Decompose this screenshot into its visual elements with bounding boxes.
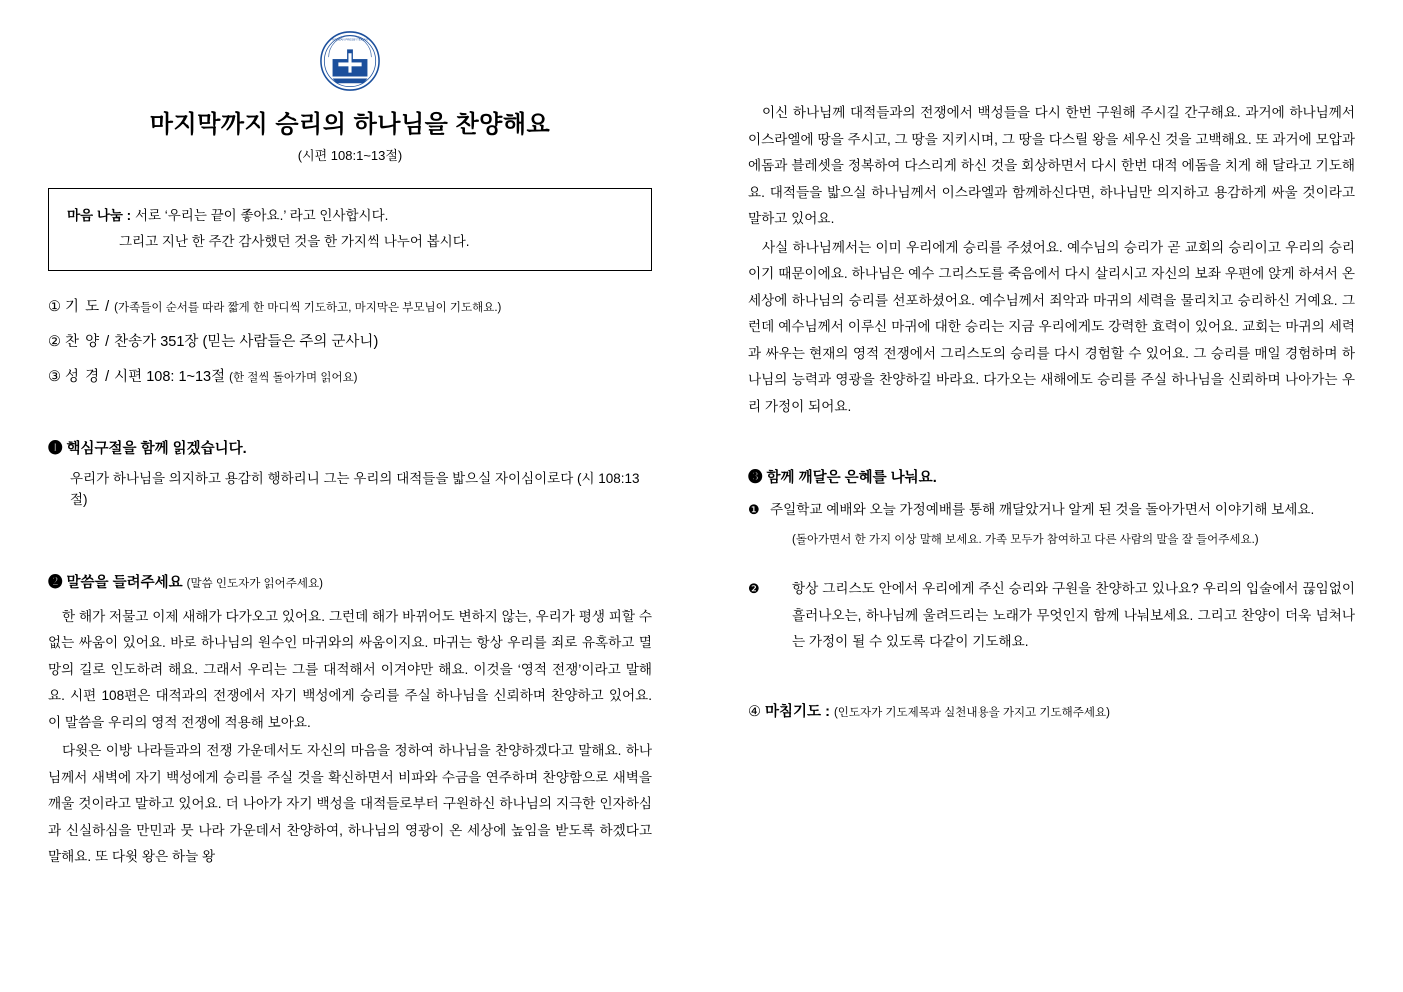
key-verse-text: 우리가 하나님을 의지하고 용감히 행하리니 그는 우리의 대적들을 밟으실 자이심이로다 (시 108:13절) (70, 470, 640, 508)
message-paragraph: 한 해가 저물고 이제 새해가 다가오고 있어요. 그런데 해가 바뀌어도 변하지 않는, 우리가 평생 피할 수 없는 싸움이 있어요. 바로 하나님의 원수인 마귀와의 싸움이지요. 마귀는 항상 우리를 죄로 유혹하고 멸망의 길로 인도하려 해요. 그래서 우리는 그를 대적해서 이겨야만 해요. 이것을 ‘영적 전쟁’이라고 말해요. 시편 108편은 대적과의 전쟁에서 자기 백성에게 승리를 주실 하나님을 신뢰하며 찬양하고 있어요. 이 말씀을 우리의 영적 전쟁에 적용해 보아요. (48, 608, 652, 730)
program-number-2: ② (48, 334, 61, 351)
message-paragraph: 다윗은 이방 나라들과의 전쟁 가운데서도 자신의 마음을 정하여 하나님을 찬양하겠다고 말해요. 하나님께서 새벽에 자기 백성에게 승리를 주실 것을 확신하면서 비파와 수금을 연주하며 찬양함으로 새벽을 깨울 것이라고 말하고 있어요. 더 나아가 자기 백성을 대적들로부터 구원하신 하나님의 지극한 인자하심과 신실하심을 만민과 뭇 나라 가운데서 찬양하여, 하나님의 영광이 온 세상에 높임을 받도록 하겠다고 말해요. 또 다윗 왕은 하늘 왕 (48, 743, 652, 865)
program-number-1: ① (48, 299, 61, 316)
program-text-2: 찬송가 351장 (믿는 사람들은 주의 군사니) (114, 334, 379, 351)
right-column (700, 0, 1403, 992)
section-message-head (48, 571, 652, 592)
message-body-right (748, 100, 1355, 420)
share-text-2: 항상 그리스도 안에서 우리에게 주신 승리와 구원을 찬양하고 있나요? 우리의 입술에서 끊임없이 흘러나오는, 하나님께 울려드리는 노래가 무엇인지 함께 나눠보세요. 그리고 찬양이 더욱 넘쳐나는 가정이 될 수 있도록 다같이 기도해요. (792, 581, 1355, 650)
message-paragraph: 사실 하나님께서는 이미 우리에게 승리를 주셨어요. 예수님의 승리가 곧 교회의 승리이고 우리의 승리이기 때문이에요. 하나님은 예수 그리스도를 죽음에서 다시 살리시고 자신의 보좌 우편에 앉게 하셔서 온 세상에 하나님의 승리를 선포하셨어요. 예수님께서 죄악과 마귀의 세력을 물리치고 승리하신 거예요. 그런데 예수님께서 이루신 마귀에 대한 승리는 지금 우리에게도 강력한 효력이 있어요. 교회는 마귀의 세력과 싸우는 현재의 영적 전쟁에서 그리스도의 승리를 다시 경험할 수 있어요. 그 승리를 매일 경험하며 하나님의 능력과 영광을 찬양하길 바라요. 다가오는 새해에도 승리를 주실 하나님을 신뢰하며 나아가는 우리 가정이 되어요. (748, 239, 1355, 414)
program-text-3: 시편 108: 1~13절 (114, 368, 226, 385)
program-note-1: (가족들이 순서를 따라 짧게 한 마디씩 기도하고, 마지막은 부모님이 기도해요.) (114, 302, 502, 315)
message-body-left (48, 604, 652, 871)
share-marker-1: ❶ (748, 502, 760, 517)
greeting-box (48, 188, 652, 271)
share-text-1: 주일학교 예배와 오늘 가정예배를 통해 깨달았거나 알게 된 것을 돌아가면서 이야기해 보세요. (770, 502, 1315, 517)
section-message (48, 571, 652, 871)
section-key-verse (48, 437, 652, 511)
greeting-label: 마음 나눔 : (67, 208, 132, 223)
program-label-3: 성 경 / (65, 368, 111, 385)
section-marker-3: ❸ (748, 470, 763, 486)
program-note-3: (한 절씩 돌아가며 읽어요) (229, 371, 358, 384)
program-item-scripture (48, 367, 652, 389)
section-share (748, 466, 1355, 656)
program-number-3: ③ (48, 368, 61, 385)
program-item-praise (48, 332, 652, 354)
program-label-2: 찬 양 / (65, 334, 111, 351)
section-marker-1: ❶ (48, 440, 63, 457)
svg-text:KOREAN PRESBYTERIAN: KOREAN PRESBYTERIAN (332, 37, 368, 42)
section-title-2: 말씀을 들려주세요 (66, 574, 183, 591)
program-label-1: 기 도 / (65, 299, 111, 316)
program-item-prayer (48, 297, 652, 319)
closing-number: ④ (748, 703, 761, 720)
program-list (48, 297, 652, 388)
share-item-1-row (748, 497, 1355, 524)
section-title-1: 핵심구절을 함께 읽겠습니다. (66, 440, 247, 457)
section-share-head (748, 466, 1355, 487)
message-paragraph: 이신 하나님께 대적들과의 전쟁에서 백성들을 다시 한번 구원해 주시길 간구해요. 과거에 하나님께서 이스라엘에 땅을 주시고, 그 땅을 지키시며, 그 땅을 다스릴 왕을 세우신 것을 고백해요. 또 과거에 모압과 에돔과 블레셋을 정복하여 다스리게 하신 것을 회상하면서 다시 한번 대적 에돔을 치게 해 달라고 기도해요. 대적들을 밟으실 하나님께서 이스라엘과 함께하신다면, 하나님만 의지하고 용감하게 싸울 것이라고 말하고 있어요. (748, 105, 1355, 226)
share-item-2 (748, 576, 1355, 656)
church-cross-emblem-icon (319, 30, 381, 92)
page-subtitle: (시편 108:1~13절) (297, 148, 403, 163)
section-title-3: 함께 깨달은 은혜를 나눠요. (766, 470, 937, 486)
closing-note: (인도자가 기도제목과 실천내용을 가지고 기도해주세요) (833, 706, 1110, 719)
page-title: 마지막까지 승리의 하나님을 찬양해요 (149, 111, 551, 138)
greeting-line-1 (67, 203, 633, 229)
closing-label: 마침기도 : (765, 703, 830, 720)
logo-container (48, 30, 652, 92)
closing-prayer (748, 700, 1355, 721)
section-marker-2: ❷ (48, 574, 63, 591)
share-item-1 (748, 497, 1355, 550)
greeting-text-1: 서로 ‘우리는 끝이 좋아요.’ 라고 인사합시다. (134, 208, 389, 223)
left-column (0, 0, 700, 992)
section-note-2: (말씀 인도자가 읽어주세요) (186, 577, 323, 590)
share-note-1: (돌아가면서 한 가지 이상 말해 보세요. 가족 모두가 참여하고 다른 사람의 말을 잘 들어주세요.) (792, 533, 1259, 546)
share-item-2-row (748, 576, 1355, 656)
share-marker-2: ❷ (748, 581, 760, 597)
section-key-verse-head (48, 437, 652, 458)
greeting-line-2: 그리고 지난 한 주간 감사했던 것을 한 가지씩 나누어 봅시다. (119, 233, 470, 249)
